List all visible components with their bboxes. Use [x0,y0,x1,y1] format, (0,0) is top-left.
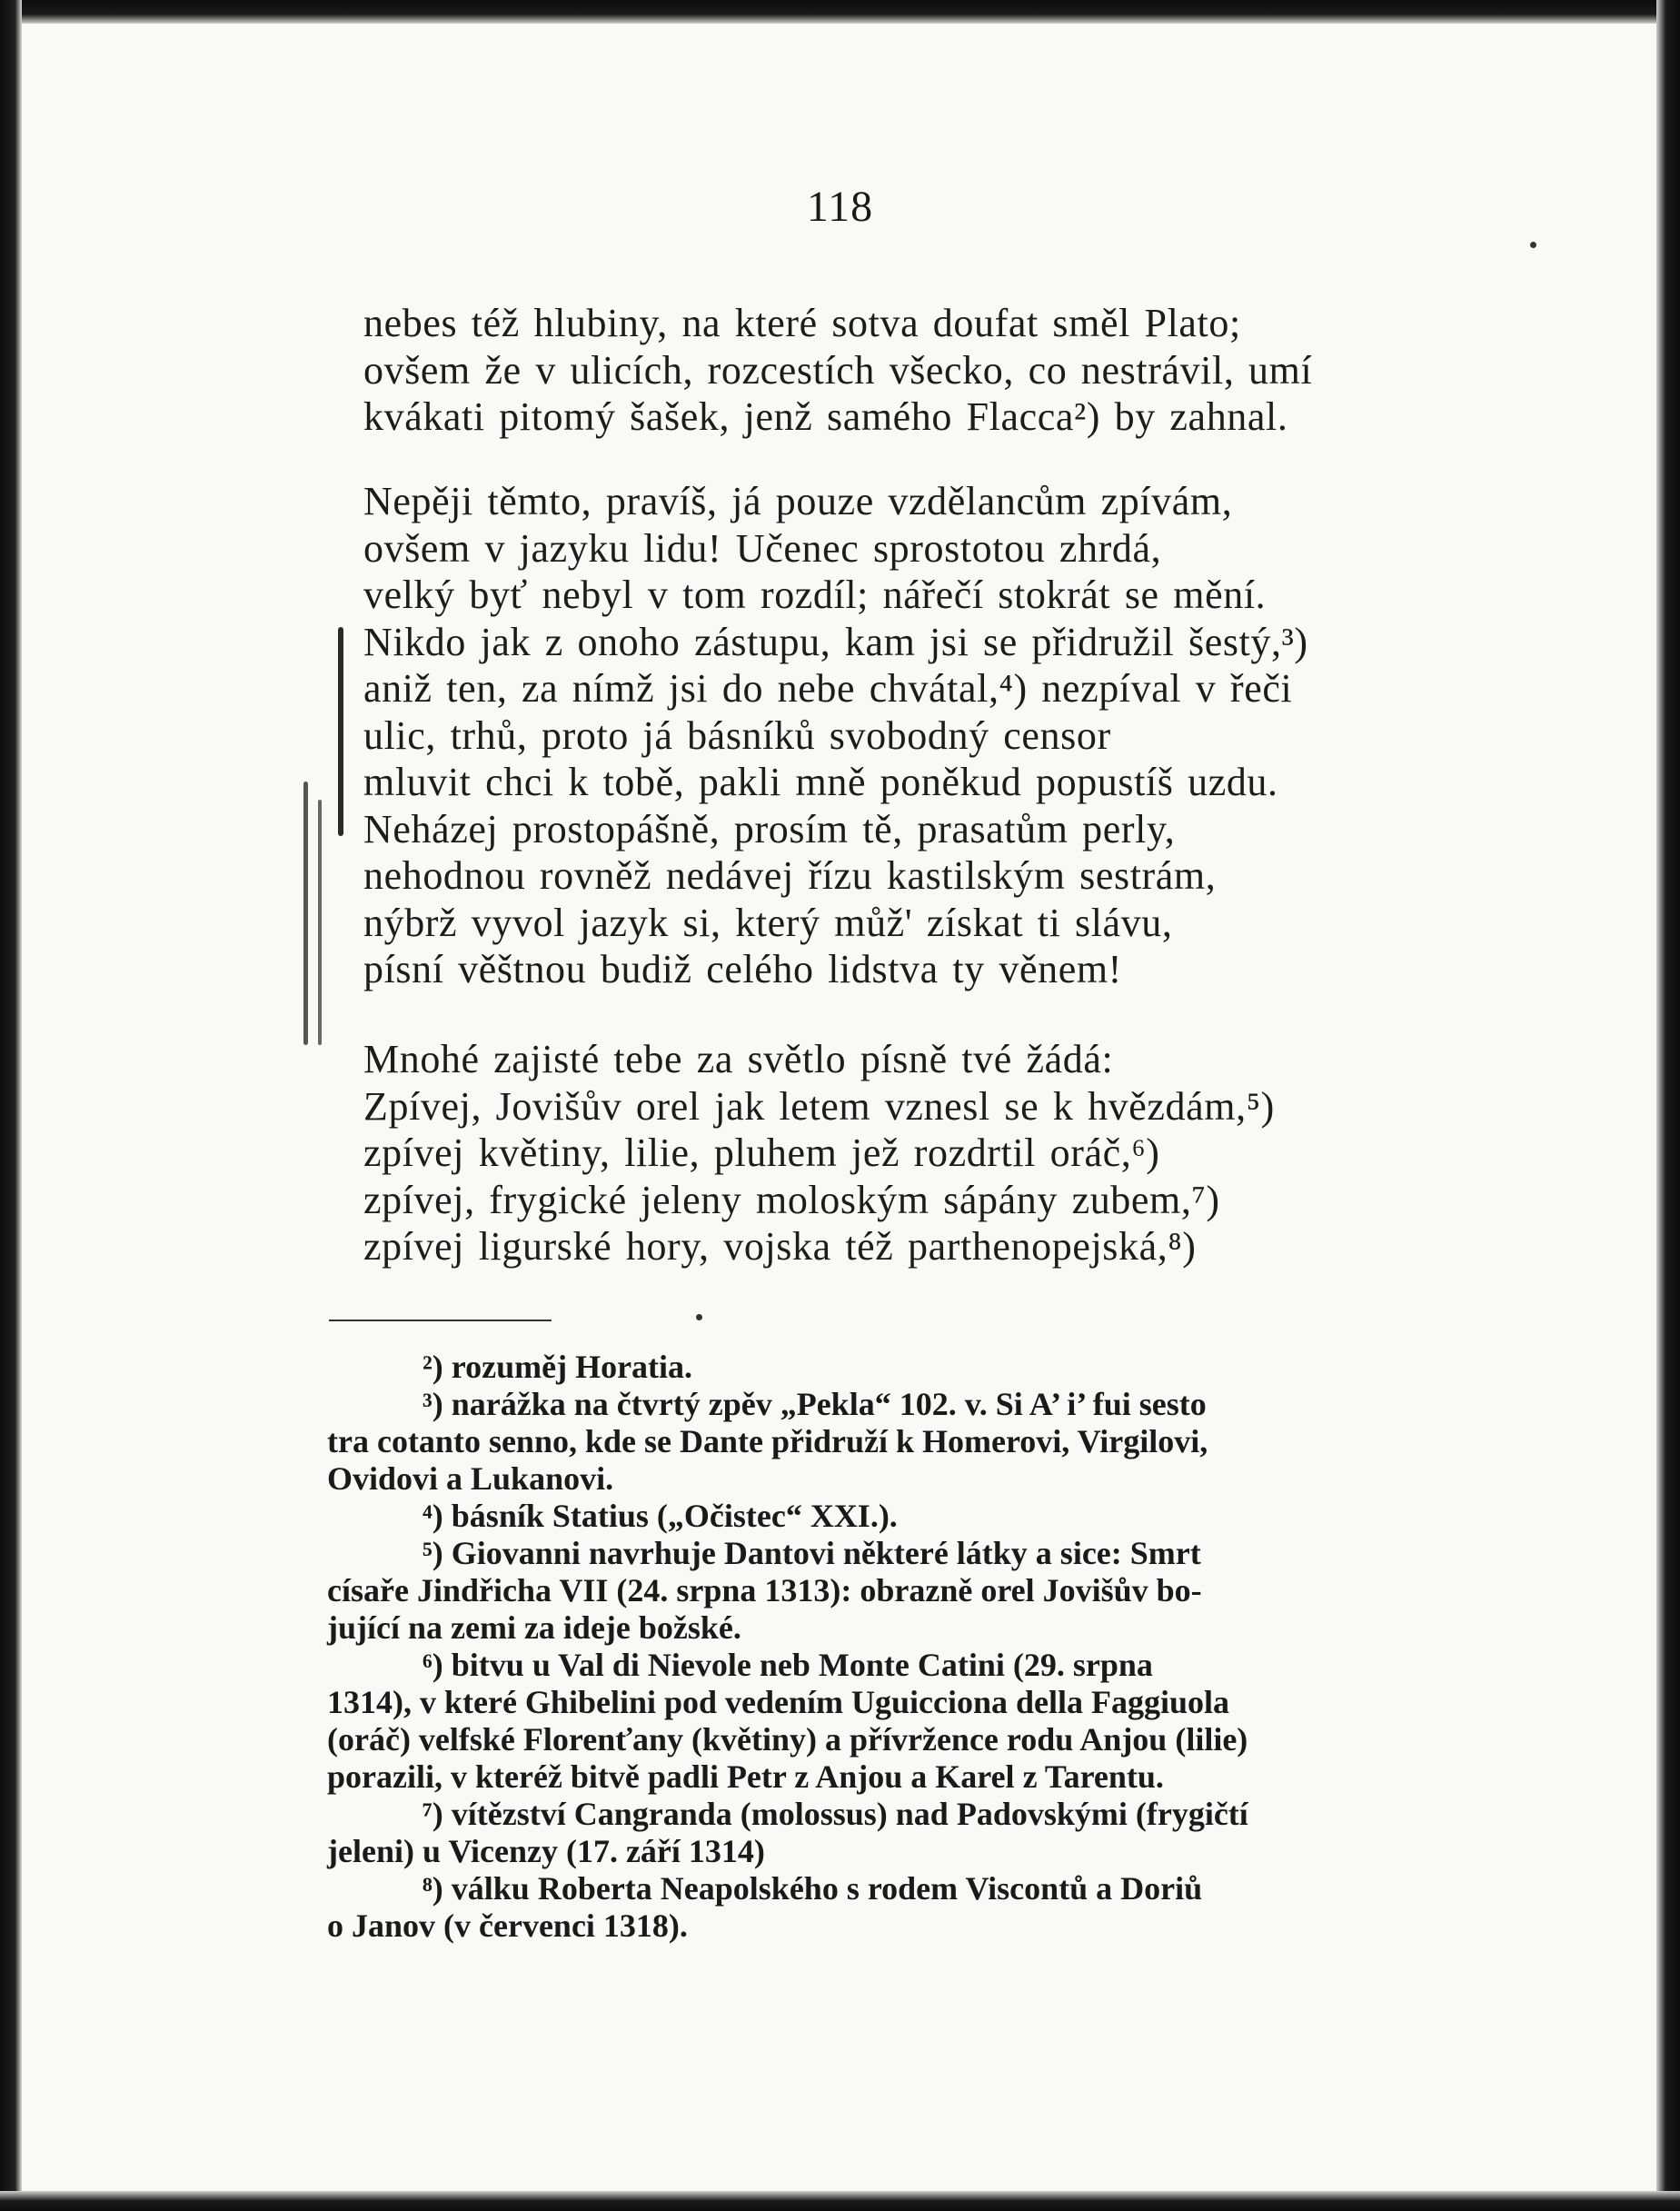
scan-border-bottom [0,2191,1680,2211]
verse-line: Neházej prostopášně, prosím tě, prasatům perly, [363,806,1176,852]
footnote-line: ²) rozuměj Horatia. [422,1349,693,1385]
verse-line: zpívej ligurské hory, vojska též parthenopejská,⁸) [363,1224,1197,1269]
verse-line: nýbrž vyvol jazyk si, který můž' získat ti slávu, [363,900,1173,945]
verse-line: zpívej, frygické jeleny moloským sápány zubem,⁷) [363,1177,1220,1222]
footnote-4 [327,1498,1463,1535]
margin-pencil-mark [338,627,343,836]
ink-speck [696,1314,702,1320]
verse-line: ovšem že v ulicích, rozcestích všecko, co nestrávil, umí [363,347,1313,393]
footnote-separator [329,1320,552,1321]
ink-speck [1530,242,1536,248]
verse-line: velký byť nebyl v tom rozdíl; nářečí stokrát se mění. [363,573,1267,617]
footnote-6 [327,1647,1463,1796]
scan-border-left [0,0,22,2211]
stanza-1 [363,300,1490,441]
footnote-line: jeleni) u Vicenzy (17. září 1314) [327,1833,765,1869]
footnotes [327,1349,1463,1945]
verse-line: Mnohé zajisté tebe za světlo písně tvé žádá: [363,1037,1114,1081]
verse-line: mluvit chci k tobě, pakli mně poněkud popustíš uzdu. [363,760,1278,804]
verse-line: písní věštnou budiž celého lidstva ty věnem! [363,947,1122,991]
footnote-line: ³) narážka na čtvrtý zpěv „Pekla“ 102. v. Si A’ i’ fui sesto [422,1386,1207,1422]
verse-line: Nepěji těmto, pravíš, já pouze vzdělancům zpívám, [363,479,1233,523]
footnote-line: o Janov (v červenci 1318). [327,1907,688,1944]
scan-border-top [0,0,1680,24]
footnote-7 [327,1796,1463,1870]
verse-line: kvákati pitomý šašek, jenž samého Flacca²) by zahnal. [363,394,1288,439]
verse-line: ovšem v jazyku lidu! Učenec sprostotou zhrdá, [363,525,1162,571]
stanza-3 [363,1036,1490,1270]
footnote-line: tra cotanto senno, kde se Dante přidruží k Homerovi, Virgilovi, [327,1423,1208,1459]
footnote-line: ⁷) vítězství Cangranda (molossus) nad Padovskými (frygičtí [422,1796,1248,1832]
footnote-line: ⁶) bitvu u Val di Nievole neb Monte Catini (29. srpna [422,1647,1153,1683]
footnote-line: Ovidovi a Lukanovi. [327,1460,614,1497]
footnote-line: (oráč) velfské Florenťany (květiny) a přívržence rodu Anjou (lilie) [327,1721,1248,1758]
footnote-line: ⁸) válku Roberta Neapolského s rodem Viscontů a Doriů [422,1870,1203,1907]
footnote-line: ⁴) básník Statius („Očistec“ XXI.). [422,1498,898,1534]
scan-border-right [1656,0,1680,2211]
verse-line: Nikdo jak z onoho zástupu, kam jsi se přidružil šestý,³) [363,619,1308,664]
footnote-5 [327,1535,1463,1647]
page-number: 118 [806,183,874,231]
footnote-line: 1314), v které Ghibelini pod vedením Uguicciona della Faggiuola [327,1684,1230,1720]
footnote-2 [327,1349,1463,1386]
stanza-2 [363,478,1490,993]
verse-line: nebes též hlubiny, na které sotva doufat směl Plato; [363,301,1241,345]
footnote-3 [327,1386,1463,1498]
footnote-line: porazili, v kteréž bitvě padli Petr z Anjou a Karel z Tarentu. [327,1758,1164,1795]
verse-line: nehodnou rovněž nedávej řízu kastilským sestrám, [363,853,1217,898]
verse-line: zpívej květiny, lilie, pluhem jež rozdrtil oráč,⁶) [363,1130,1160,1175]
verse-line: ulic, trhů, proto já básníků svobodný censor [363,712,1111,758]
footnote-line: císaře Jindřicha VII (24. srpna 1313): obrazně orel Jovišův bo- [327,1572,1202,1608]
footnote-line: jující na zemi za ideje božské. [327,1609,741,1646]
margin-pencil-mark [318,800,322,1045]
verse-line: Zpívej, Jovišův orel jak letem vznesl se k hvězdám,⁵) [363,1083,1275,1129]
footnote-line: ⁵) Giovanni navrhuje Dantovi některé látky a sice: Smrt [422,1535,1201,1571]
footnote-8 [327,1870,1463,1945]
margin-pencil-mark [303,782,308,1045]
verse-line: aniž ten, za nímž jsi do nebe chvátal,⁴) nezpíval v řeči [363,666,1293,711]
